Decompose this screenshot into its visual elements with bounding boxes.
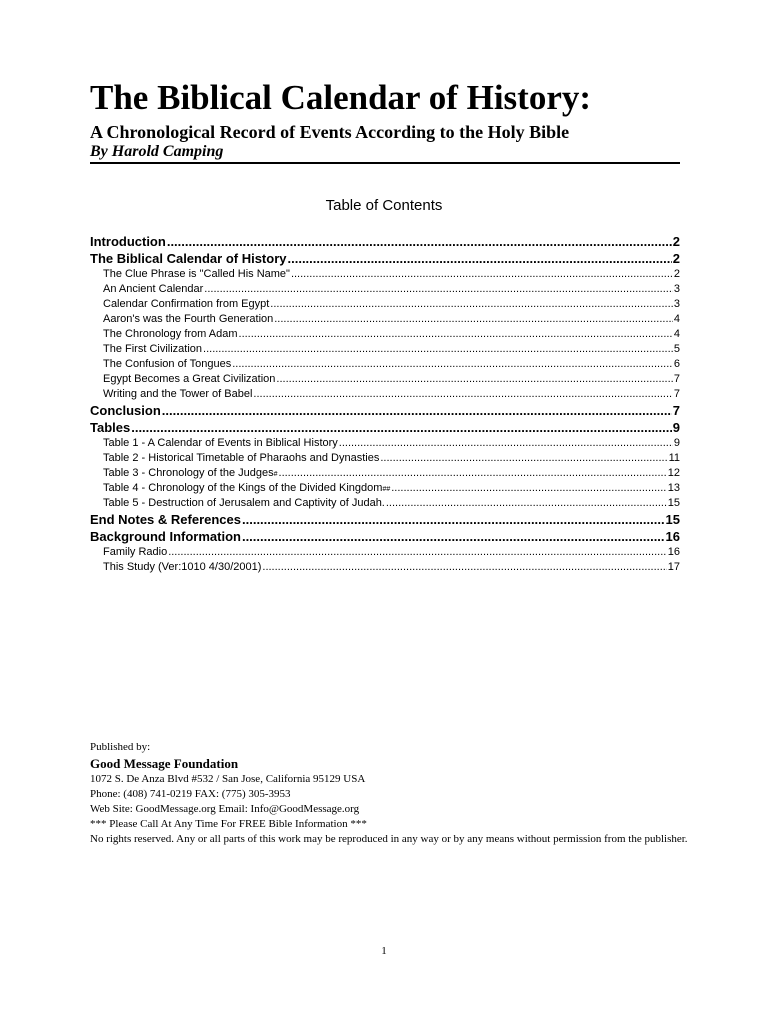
toc-entry-label: Aaron's was the Fourth Generation bbox=[103, 313, 274, 325]
toc-leader-dots bbox=[203, 342, 673, 357]
toc-entry-label: End Notes & References bbox=[90, 512, 241, 527]
published-by-label: Published by: bbox=[90, 741, 151, 753]
rights-notice: No rights reserved. Any or all parts of this work may be reproduced in any way or by any means without permission from the publisher. bbox=[90, 833, 688, 845]
toc-entry-page: 15 bbox=[667, 497, 680, 509]
toc-leader-dots bbox=[276, 372, 672, 387]
toc-entry-label: Calendar Confirmation from Egypt bbox=[103, 298, 270, 310]
title-rule bbox=[90, 162, 680, 164]
toc-leader-dots bbox=[242, 528, 665, 545]
toc-entry[interactable] bbox=[90, 387, 680, 402]
toc-entry-label: The First Civilization bbox=[103, 343, 203, 355]
table-of-contents bbox=[90, 233, 680, 575]
toc-entry[interactable] bbox=[90, 528, 680, 545]
publisher-call-notice: *** Please Call At Any Time For FREE Bible Information *** bbox=[90, 818, 367, 830]
toc-entry-page: 16 bbox=[667, 546, 680, 558]
toc-entry-page: 4 bbox=[673, 313, 680, 325]
toc-entry-label: Background Information bbox=[90, 529, 241, 544]
toc-leader-dots bbox=[232, 357, 673, 372]
toc-entry-label: Egypt Becomes a Great Civilization bbox=[103, 373, 276, 385]
toc-entry[interactable] bbox=[90, 312, 680, 327]
toc-entry-label: Table 2 - Historical Timetable of Pharaohs and Dynasties bbox=[103, 452, 380, 464]
toc-entry[interactable] bbox=[90, 233, 680, 250]
document-subtitle: A Chronological Record of Events According to the Holy Bible bbox=[90, 122, 570, 142]
toc-leader-dots bbox=[242, 511, 665, 528]
toc-entry-label: Family Radio bbox=[103, 546, 168, 558]
toc-entry-label: The Biblical Calendar of History bbox=[90, 251, 287, 266]
toc-entry-page: 11 bbox=[668, 452, 680, 464]
toc-entry-label: An Ancient Calendar bbox=[103, 283, 204, 295]
toc-entry-label: Writing and the Tower of Babel bbox=[103, 388, 253, 400]
toc-entry[interactable] bbox=[90, 250, 680, 267]
toc-entry-label: This Study (Ver:1010 4/30/2001) bbox=[103, 561, 262, 573]
toc-entry[interactable] bbox=[90, 545, 680, 560]
document-author: By Harold Camping bbox=[90, 143, 224, 160]
toc-leader-dots bbox=[168, 545, 667, 560]
toc-leader-dots bbox=[288, 250, 672, 267]
toc-entry[interactable] bbox=[90, 496, 680, 511]
toc-entry-page: 2 bbox=[672, 234, 680, 249]
toc-entry-label: Table 4 - Chronology of the Kings of the Divided Kingdom bbox=[103, 482, 383, 494]
toc-leader-dots bbox=[386, 496, 667, 511]
toc-leader-dots bbox=[253, 387, 672, 402]
toc-leader-dots bbox=[162, 402, 672, 419]
toc-entry[interactable] bbox=[90, 327, 680, 342]
toc-entry-page: 15 bbox=[665, 512, 680, 527]
toc-entry[interactable]: Table 4 - Chronology of the Kings of the Divided Kingdom ## ..... 13 bbox=[90, 481, 680, 496]
toc-entry[interactable]: Table 3 - Chronology of the Judges # ..... 12 bbox=[90, 466, 680, 481]
toc-entry-label: The Clue Phrase is "Called His Name" bbox=[103, 268, 290, 280]
toc-leader-dots bbox=[270, 297, 673, 312]
toc-entry-page: 7 bbox=[673, 373, 680, 385]
toc-leader-dots bbox=[131, 419, 672, 436]
toc-entry-page: 17 bbox=[667, 561, 680, 573]
toc-entry-page: 12 bbox=[667, 467, 680, 479]
toc-entry-label: Table 1 - A Calendar of Events in Biblical History bbox=[103, 437, 338, 449]
toc-entry[interactable] bbox=[90, 342, 680, 357]
toc-entry-label: The Confusion of Tongues bbox=[103, 358, 232, 370]
toc-entry-page: 7 bbox=[672, 403, 680, 418]
toc-entry-page: 2 bbox=[672, 251, 680, 266]
publisher-phone: Phone: (408) 741-0219 FAX: (775) 305-3953 bbox=[90, 788, 291, 800]
toc-entry[interactable] bbox=[90, 297, 680, 312]
toc-leader-dots bbox=[279, 466, 667, 481]
toc-leader-dots bbox=[380, 451, 667, 466]
toc-leader-dots bbox=[391, 481, 667, 496]
toc-heading: Table of Contents bbox=[325, 197, 443, 214]
toc-entry-page: 6 bbox=[673, 358, 680, 370]
toc-entry-page: 3 bbox=[673, 283, 680, 295]
toc-leader-dots bbox=[291, 267, 673, 282]
toc-leader-dots bbox=[274, 312, 673, 327]
toc-entry-page: 13 bbox=[667, 482, 680, 494]
toc-entry-label: Conclusion bbox=[90, 403, 161, 418]
publisher-web: Web Site: GoodMessage.org Email: Info@GoodMessage.org bbox=[90, 803, 360, 815]
publisher-address: 1072 S. De Anza Blvd #532 / San Jose, California 95129 USA bbox=[90, 773, 366, 785]
toc-leader-dots bbox=[204, 282, 673, 297]
toc-leader-dots bbox=[239, 327, 673, 342]
publisher-block bbox=[90, 740, 690, 847]
toc-leader-dots bbox=[167, 233, 672, 250]
toc-entry[interactable] bbox=[90, 451, 680, 466]
toc-entry-label: Table 3 - Chronology of the Judges bbox=[103, 467, 274, 479]
toc-entry-page: 7 bbox=[673, 388, 680, 400]
toc-entry-page: 9 bbox=[673, 437, 680, 449]
toc-entry-label: Tables bbox=[90, 420, 131, 435]
toc-entry-page: 3 bbox=[673, 298, 680, 310]
toc-entry[interactable] bbox=[90, 357, 680, 372]
toc-entry-page: 9 bbox=[672, 420, 680, 435]
toc-entry[interactable] bbox=[90, 402, 680, 419]
toc-entry-label: Introduction bbox=[90, 234, 166, 249]
toc-entry[interactable] bbox=[90, 560, 680, 575]
toc-entry-label: Table 5 - Destruction of Jerusalem and Captivity of Judah. bbox=[103, 497, 385, 509]
toc-entry-label: The Chronology from Adam bbox=[103, 328, 238, 340]
toc-leader-dots bbox=[262, 560, 666, 575]
toc-entry[interactable] bbox=[90, 267, 680, 282]
toc-entry[interactable] bbox=[90, 419, 680, 436]
toc-entry[interactable] bbox=[90, 282, 680, 297]
toc-entry[interactable] bbox=[90, 511, 680, 528]
toc-entry[interactable] bbox=[90, 372, 680, 387]
toc-entry-page: 4 bbox=[673, 328, 680, 340]
document-title: The Biblical Calendar of History: bbox=[90, 78, 592, 117]
toc-entry-page: 2 bbox=[673, 268, 680, 280]
toc-leader-dots bbox=[339, 436, 673, 451]
toc-entry-page: 16 bbox=[665, 529, 680, 544]
publisher-name: Good Message Foundation bbox=[90, 756, 239, 771]
page-number: 1 bbox=[381, 945, 387, 957]
toc-entry[interactable] bbox=[90, 436, 680, 451]
toc-entry-page: 5 bbox=[673, 343, 680, 355]
